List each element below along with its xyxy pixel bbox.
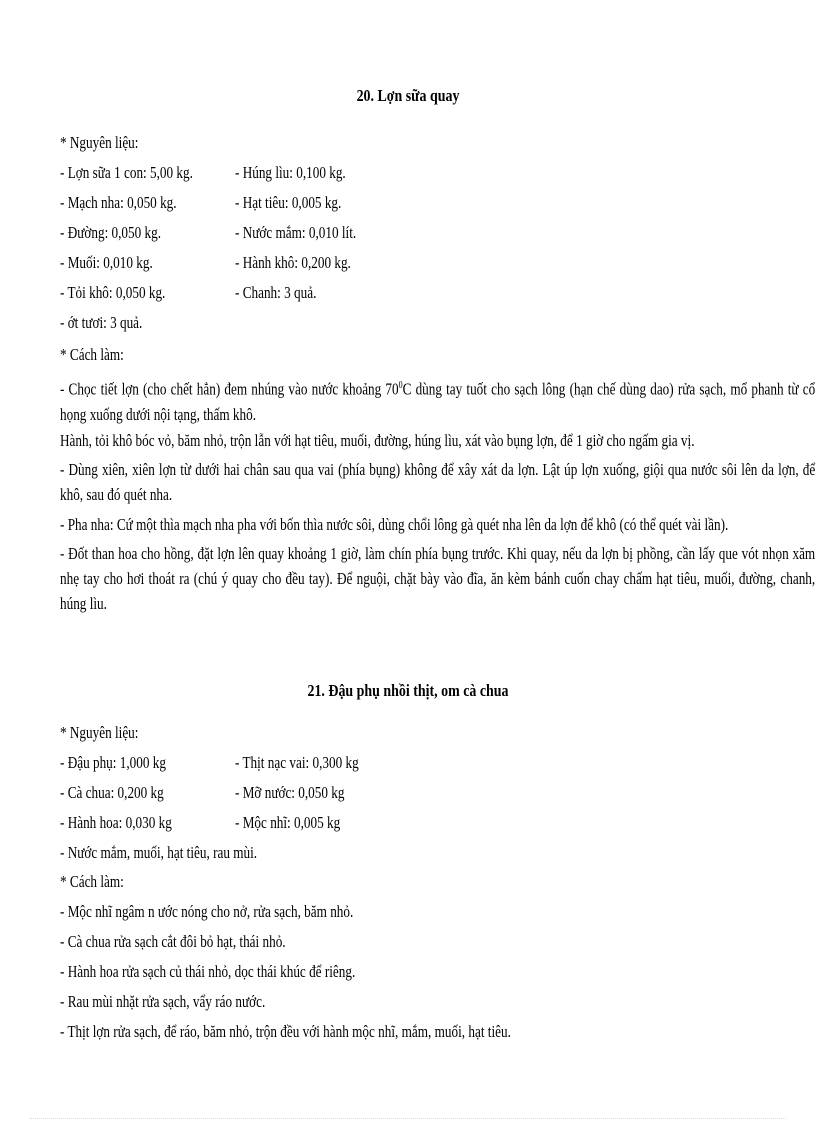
ingredient-right-2: - Hạt tiêu: 0,005 kg. [235, 193, 342, 212]
ingredient-right-3: - Nước mắm: 0,010 lít. [235, 223, 357, 242]
ingredient-21-left-1: - Đậu phụ: 1,000 kg [60, 753, 166, 772]
ingredient-21-right-3: - Mộc nhĩ: 0,005 kg [235, 813, 341, 832]
ingredient-left-1: - Lợn sữa 1 con: 5,00 kg. [60, 163, 193, 182]
method-21-step-4: - Rau mùi nhặt rửa sạch, vẩy ráo nước. [60, 992, 266, 1011]
method-heading: * Cách làm: [60, 345, 124, 364]
ingredient-left-3: - Đường: 0,050 kg. [60, 223, 162, 242]
ingredient-21-right-1: - Thịt nạc vai: 0,300 kg [235, 753, 359, 772]
recipe-20-title: 20. Lợn sữa quay [356, 86, 460, 105]
ingredients-heading: * Nguyên liệu: [60, 133, 139, 152]
method-21-step-3: - Hành hoa rửa sạch củ thái nhỏ, dọc thái khúc để riêng. [60, 962, 356, 981]
ingredient-21-right-2: - Mỡ nước: 0,050 kg [235, 783, 345, 802]
ingredient-left-4: - Muối: 0,010 kg. [60, 253, 153, 272]
method-step-4: - Pha nha: Cứ một thìa mạch nha pha với bốn thìa nước sôi, dùng chổi lông gà quét nha lên da lợn để khô (có thể quét vài lần). [60, 515, 729, 534]
degree-superscript: 0 [398, 380, 403, 391]
recipe-21-title: 21. Đậu phụ nhồi thịt, om cà chua [307, 681, 509, 700]
ingredient-left-2: - Mạch nha: 0,050 kg. [60, 193, 177, 212]
method-21-step-1: - Mộc nhĩ ngâm n ước nóng cho nở, rửa sạch, băm nhỏ. [60, 902, 354, 921]
page-bottom-divider [30, 1118, 786, 1119]
step-1-part-b: C dùng tay tuốt cho sạch lông (hạn chế dùng dao) rửa sạch, mổ phanh từ cổ họng xuống dưới nội tạng, thấm khô. [60, 379, 816, 424]
method-step-2: Hành, tỏi khô bóc vỏ, băm nhỏ, trộn lẫn với hạt tiêu, muối, đường, húng lìu, xát vào bụng lợn, để 1 giờ cho ngấm gia vị. [60, 431, 695, 450]
method-21-step-2: - Cà chua rửa sạch cắt đôi bỏ hạt, thái nhỏ. [60, 932, 286, 951]
ingredient-21-left-2: - Cà chua: 0,200 kg [60, 783, 164, 802]
ingredient-left-5: - Tỏi khô: 0,050 kg. [60, 283, 166, 302]
method-step-3: - Dùng xiên, xiên lợn từ dưới hai chân sau qua vai (phía bụng) không để xây xát da lợn. Lật úp lợn xuống, giội qua nước sôi lên da lợn, để khô, sau đó quét nha. [60, 460, 816, 504]
ingredient-21-left-3: - Hành hoa: 0,030 kg [60, 813, 172, 832]
ingredient-right-5: - Chanh: 3 quả. [235, 283, 317, 302]
method-21-step-5: - Thịt lợn rửa sạch, để ráo, băm nhỏ, trộn đều với hành mộc nhĩ, mắm, muối, hạt tiêu. [60, 1022, 511, 1041]
method-step-1 [60, 373, 815, 427]
step-1-part-a: - Chọc tiết lợn (cho chết hẳn) đem nhúng vào nước khoảng 70 [60, 379, 399, 399]
ingredient-right-4: - Hành khô: 0,200 kg. [235, 253, 351, 272]
method-step-5: - Đốt than hoa cho hồng, đặt lợn lên quay khoảng 1 giờ, làm chín phía bụng trước. Khi quay, nếu da lợn bị phồng, cần lấy que vót nhọn xăm nhẹ tay cho hơi thoát ra (chú ý quay cho đều tay). Để nguội, chặt bày vào đĩa, ăn kèm bánh cuốn chay chấm hạt tiêu, muối, đường, chanh, húng lìu. [60, 544, 816, 613]
ingredient-right-1: - Húng lìu: 0,100 kg. [235, 163, 346, 182]
method-heading-21: * Cách làm: [60, 872, 124, 891]
ingredient-left-6: - ớt tươi: 3 quả. [60, 313, 143, 332]
ingredient-21-extra: - Nước mắm, muối, hạt tiêu, rau mùi. [60, 843, 258, 862]
ingredients-heading-21: * Nguyên liệu: [60, 723, 139, 742]
